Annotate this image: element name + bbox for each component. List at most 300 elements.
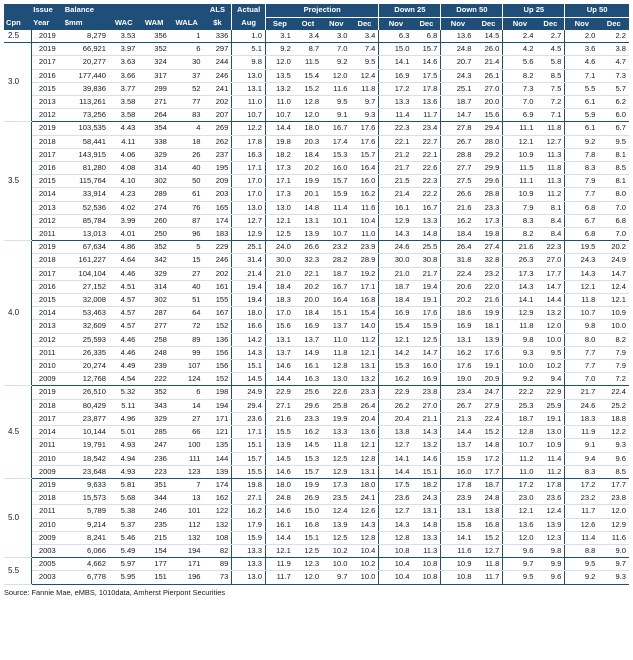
- cell-down25-dec: 27.0: [412, 399, 440, 412]
- cell-proj-nov: 11.4: [322, 201, 350, 214]
- cell-down25-dec: 14.7: [412, 346, 440, 359]
- cell-proj-sep: 17.0: [265, 307, 293, 320]
- cell-actual-aug: 14.2: [232, 333, 266, 346]
- table-row: [4, 531, 629, 544]
- cell-up50-nov: 5.5: [565, 82, 599, 95]
- cell-proj-nov: 10.1: [322, 214, 350, 227]
- cell-issue-year: 2019: [31, 241, 63, 254]
- cell-down50-nov: 10.9: [441, 558, 475, 571]
- cell-up25-nov: 10.9: [503, 188, 537, 201]
- cell-balance: 104,104: [63, 267, 109, 280]
- cell-down25-nov: 12.9: [379, 214, 413, 227]
- cell-up50-dec: 9.3: [598, 439, 629, 452]
- cell-down50-dec: 27.9: [474, 399, 502, 412]
- cell-balance: 33,914: [63, 188, 109, 201]
- cell-wac: 4.57: [109, 320, 138, 333]
- cell-actual-aug: 27.1: [232, 492, 266, 505]
- cell-wala: 61: [170, 188, 204, 201]
- cell-up25-dec: 7.2: [536, 96, 564, 109]
- header-down-25: Down 25: [379, 4, 441, 17]
- cell-als: 165: [204, 201, 232, 214]
- cell-down25-dec: 16.9: [412, 373, 440, 386]
- cell-down50-nov: 11.6: [441, 544, 475, 557]
- cell-wala: 50: [170, 175, 204, 188]
- cell-wam: 246: [138, 505, 170, 518]
- cell-down25-nov: 22.1: [379, 135, 413, 148]
- cell-down50-dec: 17.2: [474, 452, 502, 465]
- cell-up50-dec: 9.7: [598, 558, 629, 571]
- cell-down25-dec: 22.1: [412, 148, 440, 161]
- cell-down50-dec: 16.8: [474, 518, 502, 531]
- cell-proj-oct: 13.1: [294, 214, 322, 227]
- cell-down50-nov: 15.9: [441, 452, 475, 465]
- table-row: [4, 544, 629, 557]
- cell-down50-nov: 14.7: [441, 109, 475, 122]
- cell-proj-dec: 16.8: [351, 294, 379, 307]
- table-row: [4, 307, 629, 320]
- cell-up25-nov: 4.2: [503, 43, 537, 56]
- cell-down50-dec: 23.3: [474, 201, 502, 214]
- cell-down25-nov: 21.2: [379, 148, 413, 161]
- cell-up25-dec: 14.7: [536, 280, 564, 293]
- cell-wala: 40: [170, 280, 204, 293]
- cell-up50-dec: 24.9: [598, 254, 629, 267]
- header-wac-top: [109, 4, 138, 17]
- cell-down25-dec: 10.8: [412, 558, 440, 571]
- cell-down25-nov: 17.5: [379, 478, 413, 491]
- cell-down25-nov: 14.1: [379, 56, 413, 69]
- cell-up50-nov: 14.3: [565, 267, 599, 280]
- cell-up50-dec: 12.9: [598, 518, 629, 531]
- cell-balance: 80,429: [63, 399, 109, 412]
- cell-wam: 289: [138, 188, 170, 201]
- cell-down50-nov: 19.0: [441, 373, 475, 386]
- cell-als: 269: [204, 122, 232, 135]
- cell-up25-nov: 11.2: [503, 452, 537, 465]
- cell-balance: 177,440: [63, 69, 109, 82]
- cell-down25-dec: 19.1: [412, 294, 440, 307]
- cell-issue-year: 2016: [31, 162, 63, 175]
- cell-proj-dec: 16.2: [351, 188, 379, 201]
- cell-wac: 3.66: [109, 69, 138, 82]
- cell-proj-sep: 14.4: [265, 122, 293, 135]
- cell-wac: 5.97: [109, 558, 138, 571]
- cell-als: 121: [204, 426, 232, 439]
- cell-proj-sep: 10.7: [265, 109, 293, 122]
- cell-up50-nov: 24.3: [565, 254, 599, 267]
- cell-up50-dec: 12.1: [598, 294, 629, 307]
- cell-actual-aug: 13.0: [232, 571, 266, 584]
- cell-proj-oct: 12.8: [294, 96, 322, 109]
- cell-down25-nov: 16.9: [379, 69, 413, 82]
- cell-als: 336: [204, 30, 232, 43]
- table-row: [4, 294, 629, 307]
- cell-down50-nov: 21.6: [441, 201, 475, 214]
- cell-proj-nov: 7.0: [322, 43, 350, 56]
- cell-wam: 222: [138, 373, 170, 386]
- cell-proj-oct: 14.9: [294, 346, 322, 359]
- cell-proj-sep: 14.4: [265, 373, 293, 386]
- cell-proj-nov: 12.4: [322, 505, 350, 518]
- cell-up25-nov: 8.3: [503, 214, 537, 227]
- cell-actual-aug: 13.0: [232, 201, 266, 214]
- cell-up50-nov: 8.8: [565, 544, 599, 557]
- cell-down50-nov: 15.8: [441, 518, 475, 531]
- cell-down50-nov: 18.6: [441, 307, 475, 320]
- cell-als: 108: [204, 531, 232, 544]
- table-row: [4, 43, 629, 56]
- cell-up25-nov: 9.7: [503, 558, 537, 571]
- cell-up50-nov: 12.1: [565, 280, 599, 293]
- cell-up25-dec: 22.9: [536, 386, 564, 399]
- cell-wac: 3.58: [109, 109, 138, 122]
- cell-wam: 258: [138, 333, 170, 346]
- cell-wac: 4.51: [109, 280, 138, 293]
- header-row-2: [4, 17, 629, 30]
- cell-proj-oct: 26.6: [294, 241, 322, 254]
- cell-actual-aug: 14.5: [232, 373, 266, 386]
- cell-up50-dec: 8.1: [598, 148, 629, 161]
- cell-als: 174: [204, 214, 232, 227]
- cell-down25-nov: 14.3: [379, 518, 413, 531]
- cell-proj-sep: 13.1: [265, 333, 293, 346]
- cell-up50-dec: 12.0: [598, 505, 629, 518]
- cell-proj-sep: 18.0: [265, 478, 293, 491]
- cell-wala: 112: [170, 518, 204, 531]
- cell-proj-dec: 15.4: [351, 307, 379, 320]
- cell-up25-nov: 14.1: [503, 294, 537, 307]
- cell-down50-nov: 26.4: [441, 241, 475, 254]
- cell-wac: 5.81: [109, 478, 138, 491]
- cell-up25-nov: 9.6: [503, 544, 537, 557]
- cell-proj-dec: 24.1: [351, 492, 379, 505]
- cell-proj-sep: 3.1: [265, 30, 293, 43]
- cell-wam: 274: [138, 201, 170, 214]
- cell-up25-dec: 12.0: [536, 320, 564, 333]
- header-actual: Actual: [232, 4, 266, 17]
- cell-wac: 4.46: [109, 346, 138, 359]
- cell-balance: 103,535: [63, 122, 109, 135]
- cell-wala: 107: [170, 360, 204, 373]
- table-row: [4, 346, 629, 359]
- cell-up25-dec: 11.2: [536, 465, 564, 478]
- cell-als: 183: [204, 228, 232, 241]
- cell-balance: 6,066: [63, 544, 109, 557]
- cell-up25-dec: 11.3: [536, 175, 564, 188]
- cell-proj-oct: 12.3: [294, 558, 322, 571]
- table-row: [4, 175, 629, 188]
- cell-up50-nov: 7.7: [565, 360, 599, 373]
- header-actual-aug: Aug: [232, 17, 266, 30]
- cell-down50-dec: 11.7: [474, 571, 502, 584]
- cell-up25-nov: 7.3: [503, 82, 537, 95]
- cell-down50-dec: 15.2: [474, 426, 502, 439]
- cell-wam: 329: [138, 412, 170, 425]
- cell-down25-dec: 13.1: [412, 505, 440, 518]
- cell-wala: 77: [170, 96, 204, 109]
- coupon-cell: 4.5: [4, 386, 31, 478]
- cell-wac: 4.01: [109, 228, 138, 241]
- cell-issue-year: 2013: [31, 201, 63, 214]
- cell-up25-dec: 23.6: [536, 492, 564, 505]
- cell-down50-dec: 29.6: [474, 175, 502, 188]
- table-row: [4, 280, 629, 293]
- cell-actual-aug: 17.0: [232, 188, 266, 201]
- table-row: [4, 267, 629, 280]
- cell-wac: 4.57: [109, 307, 138, 320]
- cell-issue-year: 2011: [31, 505, 63, 518]
- cell-up25-nov: 8.2: [503, 228, 537, 241]
- cell-up25-dec: 12.3: [536, 531, 564, 544]
- cell-balance: 4,662: [63, 558, 109, 571]
- table-row: [4, 558, 629, 571]
- cell-down50-dec: 26.0: [474, 43, 502, 56]
- cell-up50-nov: 21.7: [565, 386, 599, 399]
- cell-wam: 260: [138, 214, 170, 227]
- cell-als: 244: [204, 56, 232, 69]
- cell-wam: 324: [138, 56, 170, 69]
- cell-wam: 351: [138, 478, 170, 491]
- cell-down25-nov: 13.3: [379, 96, 413, 109]
- header-down25-dec: Dec: [412, 17, 440, 30]
- cell-up50-dec: 23.8: [598, 492, 629, 505]
- cell-wac: 3.58: [109, 96, 138, 109]
- cell-actual-aug: 21.4: [232, 267, 266, 280]
- cell-proj-dec: 14.3: [351, 518, 379, 531]
- cell-down25-dec: 14.8: [412, 228, 440, 241]
- cell-up25-nov: 9.3: [503, 346, 537, 359]
- cell-wac: 3.63: [109, 56, 138, 69]
- cell-proj-sep: 13.9: [265, 439, 293, 452]
- cell-wala: 76: [170, 201, 204, 214]
- cell-proj-dec: 18.0: [351, 478, 379, 491]
- coupon-cell: 3.0: [4, 43, 31, 122]
- cell-issue-year: 2014: [31, 426, 63, 439]
- cell-down50-nov: 27.7: [441, 162, 475, 175]
- cell-up50-dec: 8.0: [598, 188, 629, 201]
- cell-down25-nov: 21.7: [379, 162, 413, 175]
- cell-up25-dec: 22.3: [536, 241, 564, 254]
- cell-up50-dec: 7.2: [598, 373, 629, 386]
- cell-down25-nov: 16.1: [379, 201, 413, 214]
- cell-proj-dec: 9.3: [351, 109, 379, 122]
- cell-up25-nov: 17.3: [503, 267, 537, 280]
- cell-balance: 81,280: [63, 162, 109, 175]
- cell-proj-nov: 9.5: [322, 96, 350, 109]
- cell-als: 246: [204, 254, 232, 267]
- table-row: [4, 30, 629, 43]
- table-row: [4, 412, 629, 425]
- cell-proj-dec: 13.2: [351, 373, 379, 386]
- cell-down50-dec: 28.8: [474, 188, 502, 201]
- cell-up25-dec: 10.2: [536, 360, 564, 373]
- cell-proj-nov: 25.8: [322, 399, 350, 412]
- cell-issue-year: 2015: [31, 294, 63, 307]
- cell-wac: 4.96: [109, 412, 138, 425]
- cell-wam: 299: [138, 82, 170, 95]
- cell-wam: 317: [138, 69, 170, 82]
- cell-up50-nov: 24.6: [565, 399, 599, 412]
- coupon-cell: 4.0: [4, 241, 31, 386]
- cell-proj-dec: 12.8: [351, 452, 379, 465]
- prepayment-table-container: [4, 4, 629, 597]
- cell-down25-dec: 23.4: [412, 122, 440, 135]
- cell-down25-nov: 12.8: [379, 531, 413, 544]
- cell-up25-dec: 27.0: [536, 254, 564, 267]
- cell-up25-dec: 11.2: [536, 188, 564, 201]
- cell-proj-nov: 9.1: [322, 109, 350, 122]
- cell-proj-sep: 13.5: [265, 69, 293, 82]
- cell-proj-oct: 12.0: [294, 571, 322, 584]
- table-row: [4, 135, 629, 148]
- cell-proj-nov: 28.2: [322, 254, 350, 267]
- cell-wala: 52: [170, 82, 204, 95]
- cell-proj-nov: 16.4: [322, 294, 350, 307]
- cell-up25-dec: 17.7: [536, 267, 564, 280]
- cell-proj-sep: 21.0: [265, 267, 293, 280]
- cell-up25-nov: 10.7: [503, 439, 537, 452]
- cell-up50-dec: 8.2: [598, 333, 629, 346]
- cell-als: 167: [204, 307, 232, 320]
- cell-down50-dec: 14.8: [474, 439, 502, 452]
- cell-up25-nov: 2.4: [503, 30, 537, 43]
- cell-balance: 15,573: [63, 492, 109, 505]
- cell-proj-oct: 16.3: [294, 373, 322, 386]
- cell-up50-dec: 9.0: [598, 544, 629, 557]
- coupon-cell: 3.5: [4, 122, 31, 241]
- cell-wam: 287: [138, 307, 170, 320]
- cell-wam: 352: [138, 43, 170, 56]
- cell-up50-nov: 7.7: [565, 188, 599, 201]
- cell-issue-year: 2018: [31, 399, 63, 412]
- cell-up50-dec: 12.2: [598, 426, 629, 439]
- cell-issue-year: 2013: [31, 96, 63, 109]
- cell-down50-dec: 21.6: [474, 294, 502, 307]
- cell-proj-oct: 12.0: [294, 109, 322, 122]
- cell-proj-sep: 19.8: [265, 135, 293, 148]
- cell-balance: 12,768: [63, 373, 109, 386]
- cell-down50-nov: 31.8: [441, 254, 475, 267]
- cell-actual-aug: 17.9: [232, 518, 266, 531]
- table-row: [4, 148, 629, 161]
- cell-balance: 115,764: [63, 175, 109, 188]
- cell-balance: 20,277: [63, 56, 109, 69]
- cell-proj-dec: 23.9: [351, 241, 379, 254]
- cell-wam: 247: [138, 439, 170, 452]
- cell-down50-dec: 13.9: [474, 333, 502, 346]
- cell-wala: 6: [170, 386, 204, 399]
- cell-proj-dec: 20.4: [351, 412, 379, 425]
- header-wam: WAM: [138, 17, 170, 30]
- cell-up25-dec: 10.9: [536, 439, 564, 452]
- cell-down50-dec: 27.4: [474, 241, 502, 254]
- cell-down50-dec: 17.3: [474, 214, 502, 227]
- header-proj-oct: Oct: [294, 17, 322, 30]
- cell-proj-oct: 18.4: [294, 148, 322, 161]
- cell-wala: 4: [170, 122, 204, 135]
- cell-up50-nov: 2.0: [565, 30, 599, 43]
- cell-proj-nov: 19.9: [322, 412, 350, 425]
- cell-proj-nov: 18.7: [322, 267, 350, 280]
- cell-wam: 235: [138, 518, 170, 531]
- cell-issue-year: 2011: [31, 228, 63, 241]
- cell-wac: 4.64: [109, 254, 138, 267]
- cell-proj-sep: 14.5: [265, 452, 293, 465]
- cell-up50-dec: 11.6: [598, 531, 629, 544]
- cell-up50-dec: 6.2: [598, 96, 629, 109]
- cell-proj-nov: 15.7: [322, 175, 350, 188]
- cell-wam: 285: [138, 426, 170, 439]
- cell-up25-nov: 7.0: [503, 96, 537, 109]
- cell-up25-dec: 12.7: [536, 135, 564, 148]
- cell-wam: 277: [138, 320, 170, 333]
- cell-proj-dec: 26.4: [351, 399, 379, 412]
- table-row: [4, 505, 629, 518]
- cell-up50-dec: 6.0: [598, 109, 629, 122]
- cell-down25-dec: 22.2: [412, 188, 440, 201]
- header-balance-mm: $mm: [63, 17, 109, 30]
- cell-down25-nov: 15.0: [379, 43, 413, 56]
- cell-proj-dec: 13.6: [351, 426, 379, 439]
- cell-up25-dec: 25.9: [536, 399, 564, 412]
- cell-down50-nov: 23.9: [441, 492, 475, 505]
- cell-down25-dec: 23.8: [412, 386, 440, 399]
- cell-up50-nov: 8.3: [565, 465, 599, 478]
- cell-down50-nov: 14.4: [441, 426, 475, 439]
- cell-down50-nov: 17.6: [441, 360, 475, 373]
- cell-actual-aug: 16.3: [232, 148, 266, 161]
- cell-balance: 32,008: [63, 294, 109, 307]
- cell-up25-dec: 12.4: [536, 505, 564, 518]
- cell-proj-oct: 29.6: [294, 399, 322, 412]
- cell-down50-dec: 15.6: [474, 109, 502, 122]
- header-als-k: $k: [204, 17, 232, 30]
- cell-wac: 4.11: [109, 135, 138, 148]
- cell-down25-nov: 21.0: [379, 267, 413, 280]
- cell-wam: 248: [138, 346, 170, 359]
- cell-actual-aug: 31.4: [232, 254, 266, 267]
- cell-down25-dec: 13.2: [412, 439, 440, 452]
- cell-proj-dec: 9.7: [351, 96, 379, 109]
- cell-down50-dec: 21.4: [474, 56, 502, 69]
- cell-up50-dec: 9.3: [598, 571, 629, 584]
- cell-up50-dec: 8.5: [598, 162, 629, 175]
- cell-proj-nov: 10.7: [322, 228, 350, 241]
- cell-issue-year: 2009: [31, 531, 63, 544]
- header-cpn-top: [4, 4, 31, 17]
- cell-down25-nov: 12.7: [379, 439, 413, 452]
- cell-wam: 271: [138, 96, 170, 109]
- cell-balance: 13,013: [63, 228, 109, 241]
- cell-up25-dec: 17.8: [536, 478, 564, 491]
- cell-up50-dec: 14.7: [598, 267, 629, 280]
- cell-up25-nov: 14.3: [503, 280, 537, 293]
- cell-proj-oct: 15.4: [294, 69, 322, 82]
- cell-up50-dec: 7.0: [598, 201, 629, 214]
- cell-proj-sep: 18.3: [265, 294, 293, 307]
- cell-wam: 177: [138, 558, 170, 571]
- cell-proj-dec: 10.4: [351, 214, 379, 227]
- cell-up50-nov: 5.9: [565, 109, 599, 122]
- cell-wac: 3.99: [109, 214, 138, 227]
- cell-als: 152: [204, 320, 232, 333]
- cell-up50-nov: 18.3: [565, 412, 599, 425]
- cell-down50-dec: 26.1: [474, 69, 502, 82]
- cell-up25-dec: 4.5: [536, 43, 564, 56]
- cell-up50-nov: 7.7: [565, 346, 599, 359]
- cell-down25-nov: 13.8: [379, 426, 413, 439]
- cell-down25-nov: 24.6: [379, 241, 413, 254]
